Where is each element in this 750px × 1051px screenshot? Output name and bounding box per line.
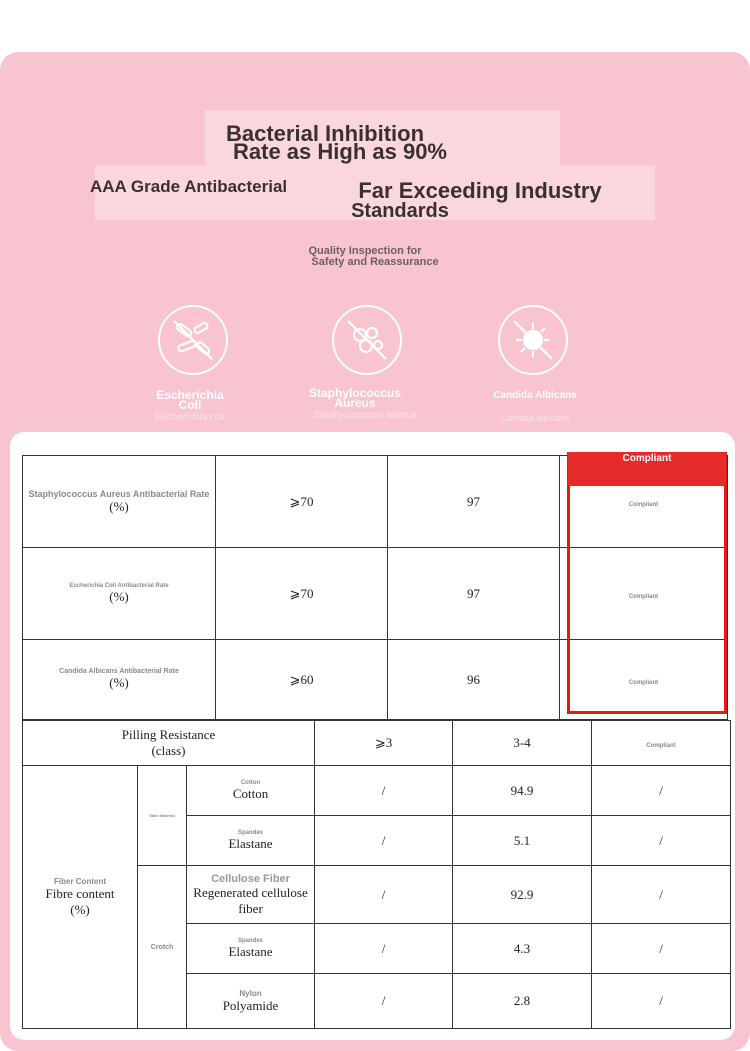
compliant-highlight-box <box>567 452 727 714</box>
verdict: / <box>592 924 731 974</box>
compliant-header: Compliant <box>568 452 726 486</box>
result-value: 94.9 <box>453 766 592 816</box>
material-name: Cellulose Fiber Regenerated cellulose fiber <box>187 866 315 924</box>
result-value: 96 <box>388 640 560 720</box>
table-row <box>23 721 731 766</box>
crotch-label: Crotch <box>138 866 187 1029</box>
result-value: 92.9 <box>453 866 592 924</box>
bacteria-name-3: Candida Albicans <box>493 390 577 401</box>
bacteria-name-1: Escherichia Coli <box>156 388 224 412</box>
verdict: Compliant <box>560 548 728 640</box>
far-exceeding-line1: Far Exceeding Industry <box>358 178 602 203</box>
standard-value: / <box>315 974 453 1029</box>
bacteria-latin-1: Escherichia coli <box>155 412 225 423</box>
material-name: Spandex Elastane <box>187 924 315 974</box>
result-value: 97 <box>388 548 560 640</box>
quality-line2: Safety and Reassurance <box>311 256 439 268</box>
virus-icon <box>498 305 568 375</box>
result-value: 97 <box>388 456 560 548</box>
result-value: 2.8 <box>453 974 592 1029</box>
result-value: 3-4 <box>453 721 592 766</box>
headline-line2: Rate as High as 90% <box>233 139 447 164</box>
bacteria-name-2: Staphylococcus Aureus <box>308 386 402 410</box>
standard-value: / <box>315 816 453 866</box>
row-label: Staphylococcus Aureus Antibacterial Rate (%) <box>23 456 216 548</box>
row-label: Candida Albicans Antibacterial Rate (%) <box>23 640 216 720</box>
quality-line1: Quality Inspection for <box>308 245 422 257</box>
standard-value: / <box>315 866 453 924</box>
table-row <box>23 766 731 816</box>
result-value: 4.3 <box>453 924 592 974</box>
material-name: Nylon Polyamide <box>187 974 315 1029</box>
standard-value: ⩾70 <box>216 548 388 640</box>
verdict: / <box>592 866 731 924</box>
verdict: Compliant <box>560 640 728 720</box>
standard-value: / <box>315 766 453 816</box>
material-name: Spandex Elastane <box>187 816 315 866</box>
verdict: Compliant <box>592 721 731 766</box>
standard-value: ⩾3 <box>315 721 453 766</box>
verdict: Compliant <box>560 456 728 548</box>
grade-label: AAA Grade Antibacterial <box>90 177 288 196</box>
standard-value: ⩾60 <box>216 640 388 720</box>
material-name: Cotton Cotton <box>187 766 315 816</box>
bacteria-rods-icon <box>158 305 228 375</box>
verdict: / <box>592 816 731 866</box>
main-material-label: Main Material <box>138 766 187 866</box>
verdict: / <box>592 974 731 1029</box>
verdict: / <box>592 766 731 816</box>
headline-line1: Bacterial Inhibition <box>225 121 425 146</box>
bacteria-latin-2: Staphylococcus aureus <box>313 410 417 421</box>
fiber-table <box>22 720 731 1029</box>
standard-value: / <box>315 924 453 974</box>
fiber-content-label: Fiber Content Fibre content (%) <box>23 766 138 1029</box>
pilling-label: Pilling Resistance (class) <box>23 721 315 766</box>
far-exceeding-line2: Standards <box>351 200 449 222</box>
result-value: 5.1 <box>453 816 592 866</box>
row-label: Escherichia Coli Antibacterial Rate (%) <box>23 548 216 640</box>
bacteria-latin-3: Candida albicans <box>500 413 570 423</box>
standard-value: ⩾70 <box>216 456 388 548</box>
cocci-cluster-icon <box>332 305 402 375</box>
